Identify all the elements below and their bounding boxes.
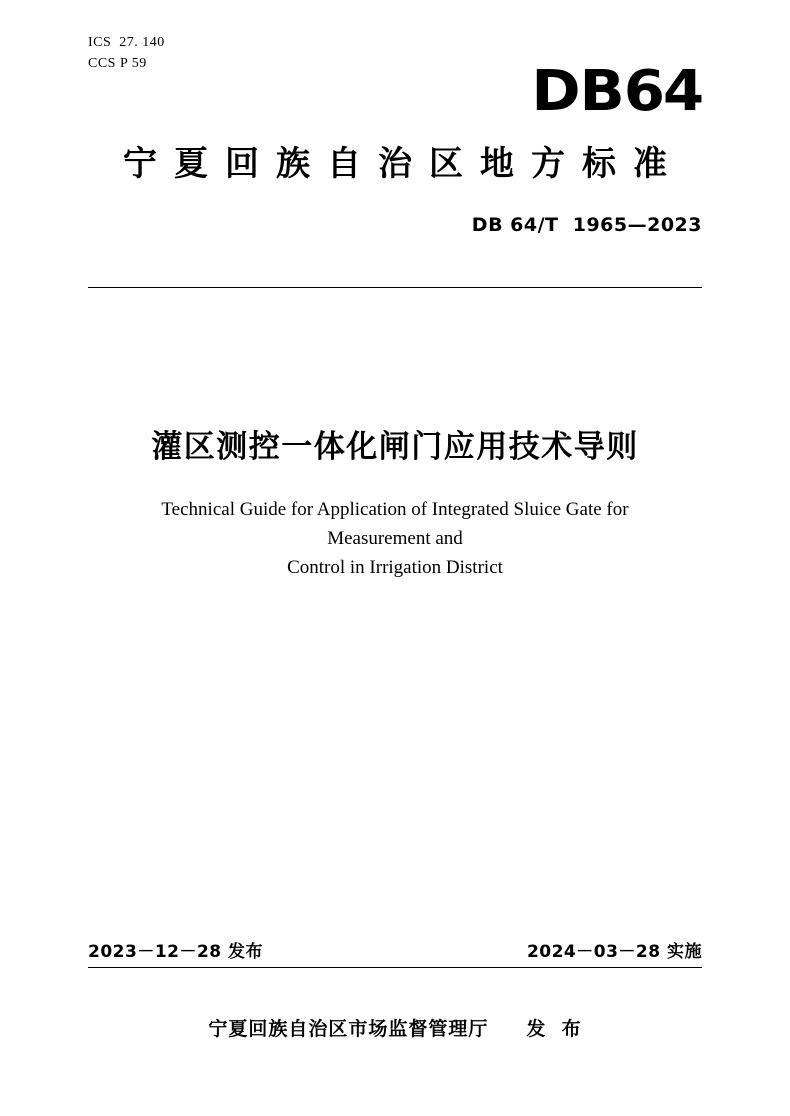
ics-code: ICS 27. 140 xyxy=(88,35,165,50)
dates-row xyxy=(88,937,702,962)
issue-date: 2023－12－28 发布 xyxy=(88,942,264,962)
standard-number: DB 64/T 1965—2023 xyxy=(471,214,702,236)
db-logo-number: 64 xyxy=(623,59,702,124)
ccs-code: CCS P 59 xyxy=(88,56,147,71)
publisher-line: 宁夏回族自治区市场监督管理厅 发 布 xyxy=(208,1018,582,1040)
document-title-english-line2: Control in Irrigation District xyxy=(287,557,503,578)
document-title-english xyxy=(130,495,660,582)
document-title-chinese: 灌区测控一体化闸门应用技术导则 xyxy=(151,429,639,465)
classification-codes xyxy=(88,32,165,74)
divider-top xyxy=(88,287,702,288)
db-logo-prefix: DB xyxy=(531,59,624,124)
db64-logo xyxy=(531,59,702,124)
document-title-english-line1: Technical Guide for Application of Integrated Sluice Gate for Measurement and xyxy=(161,499,629,549)
standard-org-title: 宁夏回族自治区地方标准 xyxy=(123,144,684,184)
divider-bottom xyxy=(88,967,702,968)
effective-date: 2024－03－28 实施 xyxy=(526,942,702,962)
